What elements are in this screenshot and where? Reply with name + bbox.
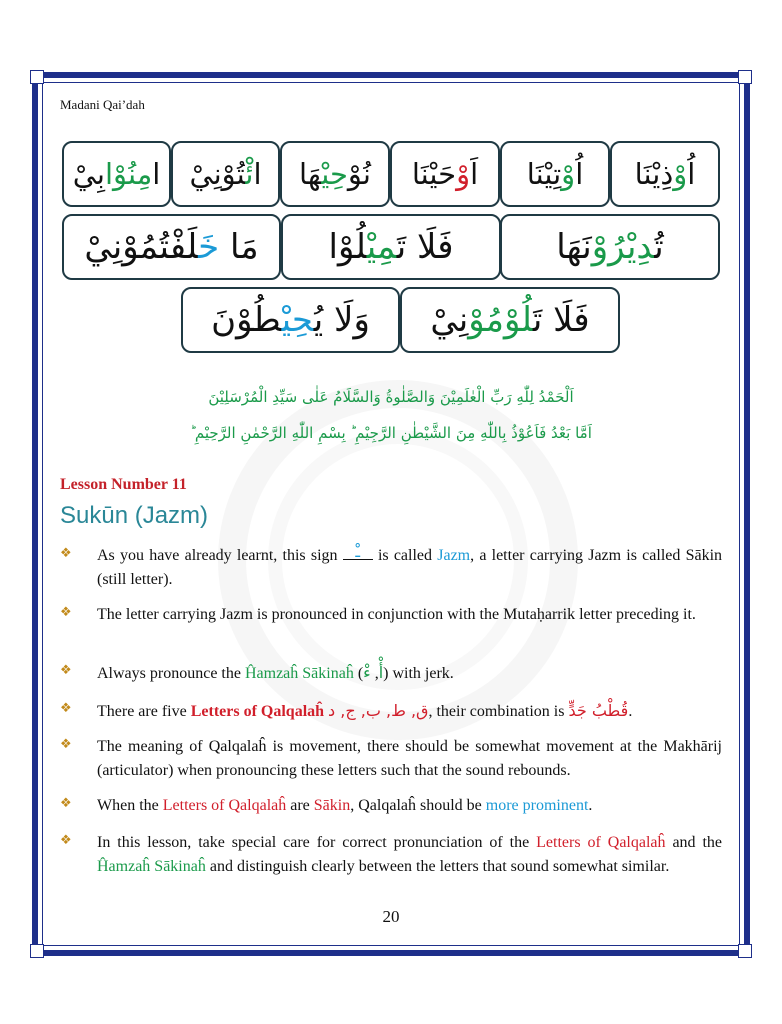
qalqalah-letters: ق, ط, ب, ج, د bbox=[328, 701, 429, 720]
diamond-bullet-icon: ❖ bbox=[60, 700, 72, 715]
frame-corner-ornament bbox=[738, 944, 752, 958]
point-text: Always pronounce the Ĥamzaĥ Sākinaĥ ( أْ, ءْ ) with jerk. bbox=[97, 663, 454, 682]
diamond-bullet-icon: ❖ bbox=[60, 662, 72, 677]
list-item bbox=[60, 544, 722, 592]
highlighted-letters: ئْ bbox=[245, 157, 254, 191]
word-card bbox=[390, 141, 500, 207]
point-text: In this lesson, take special care for correct pronunciation of the Letters of Qalqalaĥ and the Ĥamzaĥ Sākinaĥ and distinguish clearly between the letters that sound somewhat similar. bbox=[97, 834, 723, 875]
arabic-word: فَلَا تَمِيْلُوْا bbox=[328, 227, 454, 267]
diamond-bullet-icon: ❖ bbox=[60, 545, 72, 560]
highlighted-letters: حِيْ bbox=[281, 300, 314, 340]
list-item bbox=[60, 661, 722, 686]
dua-line-1: اَلْحَمْدُ لِلّٰهِ رَبِّ الْعٰلَمِيْنَ وَالصَّلٰوةُ وَالسَّلَامُ عَلٰى سَيِّدِ الْمُرْسَلِيْنَ bbox=[208, 388, 574, 406]
word-card bbox=[500, 141, 610, 207]
diamond-bullet-icon: ❖ bbox=[60, 832, 72, 847]
arabic-word: فَلَا تَلُوْمُوْنِيْ bbox=[430, 300, 590, 340]
term-letters-of-qalqalah: Letters of Qalqalaĥ bbox=[536, 834, 666, 851]
highlighted-letters: خَ bbox=[198, 227, 220, 267]
highlighted-letters: وْ bbox=[456, 157, 471, 191]
term-hamzah-sakinah: Ĥamzaĥ Sākinaĥ bbox=[244, 665, 354, 682]
point-text: As you have already learnt, this sign ـْ is called Jazm, a letter carrying Jazm is called Sākin (still letter). bbox=[97, 542, 723, 588]
diamond-bullet-icon: ❖ bbox=[60, 736, 72, 751]
arabic-word: اُوْذِيْنَا bbox=[634, 157, 696, 191]
term-hamzah-sakinah: Ĥamzaĥ Sākinaĥ bbox=[97, 858, 206, 875]
word-card bbox=[500, 214, 720, 280]
frame-corner-ornament bbox=[738, 70, 752, 84]
list-item bbox=[60, 603, 722, 627]
term-letters-of-qalqalah: Letters of Qalqalaĥ bbox=[162, 797, 287, 814]
word-card bbox=[610, 141, 720, 207]
qalqalah-combination: قُطْبُ جَدٍّ bbox=[568, 701, 629, 720]
arabic-word: نُوْحِيْهَا bbox=[299, 157, 371, 191]
arabic-word: مَا خَلَفْتُمُوْنِيْ bbox=[84, 227, 259, 267]
frame-corner-ornament bbox=[30, 944, 44, 958]
arabic-word: تُدِيْرُوْنَهَا bbox=[556, 227, 664, 267]
point-text: When the Letters of Qalqalaĥ are Sākin, Qalqalaĥ should be more prominent. bbox=[97, 797, 593, 814]
point-text: There are five Letters of Qalqalaĥ ق, ط, ب, ج, د, their combination is قُطْبُ جَدٍّ. bbox=[97, 701, 633, 720]
term-letters-of-qalqalah: Letters of Qalqalaĥ bbox=[190, 703, 325, 720]
arabic-word: اَوْحَيْنَا bbox=[411, 157, 479, 191]
term-sakin: Sākin bbox=[313, 797, 351, 814]
word-card bbox=[181, 287, 400, 353]
list-item bbox=[60, 699, 722, 724]
diamond-bullet-icon: ❖ bbox=[60, 604, 72, 619]
highlighted-letters: وْ bbox=[673, 157, 688, 191]
jazm-sign: ـْ bbox=[343, 545, 373, 560]
highlighted-letters: مِنُوْا bbox=[104, 157, 153, 191]
frame-corner-ornament bbox=[30, 70, 44, 84]
dua-line-2: اَمَّا بَعْدُ فَاَعُوْذُ بِاللّٰهِ مِنَ الشَّيْطٰنِ الرَّجِيْمِ ؕ بِسْمِ اللّٰهِ الرَّحْمٰنِ الرَّحِيْمِ ؕ bbox=[190, 424, 592, 442]
page-number: 20 bbox=[382, 907, 400, 926]
word-card bbox=[281, 214, 501, 280]
word-card bbox=[62, 214, 281, 280]
book-title: Madani Qai’dah bbox=[60, 97, 145, 112]
highlighted-letters: مِيْ bbox=[366, 227, 397, 267]
diamond-bullet-icon: ❖ bbox=[60, 795, 72, 810]
list-item bbox=[60, 735, 722, 783]
list-item bbox=[60, 831, 722, 879]
highlighted-letters: دِيْرُوْ bbox=[591, 227, 655, 267]
lesson-title: Sukūn (Jazm) bbox=[60, 502, 209, 529]
arabic-word: ائْتُوْنِيْ bbox=[189, 157, 262, 191]
list-item bbox=[60, 794, 722, 818]
point-text: The letter carrying Jazm is pronounced in conjunction with the Mutaḥarrik letter preceding it. bbox=[97, 606, 696, 623]
arabic-word: اُوْتِيْنَا bbox=[526, 157, 584, 191]
arabic-word: وَلَا يُحِيْطُوْنَ bbox=[211, 300, 370, 340]
point-text: The meaning of Qalqalaĥ is movement, there should be somewhat movement at the Makhārij (articulator) when pronouncing these letters such that the sound rebounds. bbox=[97, 738, 722, 779]
lesson-number: Lesson Number 11 bbox=[60, 476, 187, 493]
word-card bbox=[171, 141, 280, 207]
term-more-prominent: more prominent bbox=[485, 797, 589, 814]
highlighted-letters: حِيْ bbox=[321, 157, 348, 191]
word-card bbox=[400, 287, 620, 353]
arabic-word: امِنُوْابِيْ bbox=[72, 157, 161, 191]
word-card bbox=[280, 141, 390, 207]
highlighted-letters: لُوْمُوْ bbox=[468, 300, 533, 340]
term-jazm: Jazm bbox=[437, 547, 471, 564]
highlighted-letters: وْ bbox=[561, 157, 576, 191]
word-card bbox=[62, 141, 171, 207]
